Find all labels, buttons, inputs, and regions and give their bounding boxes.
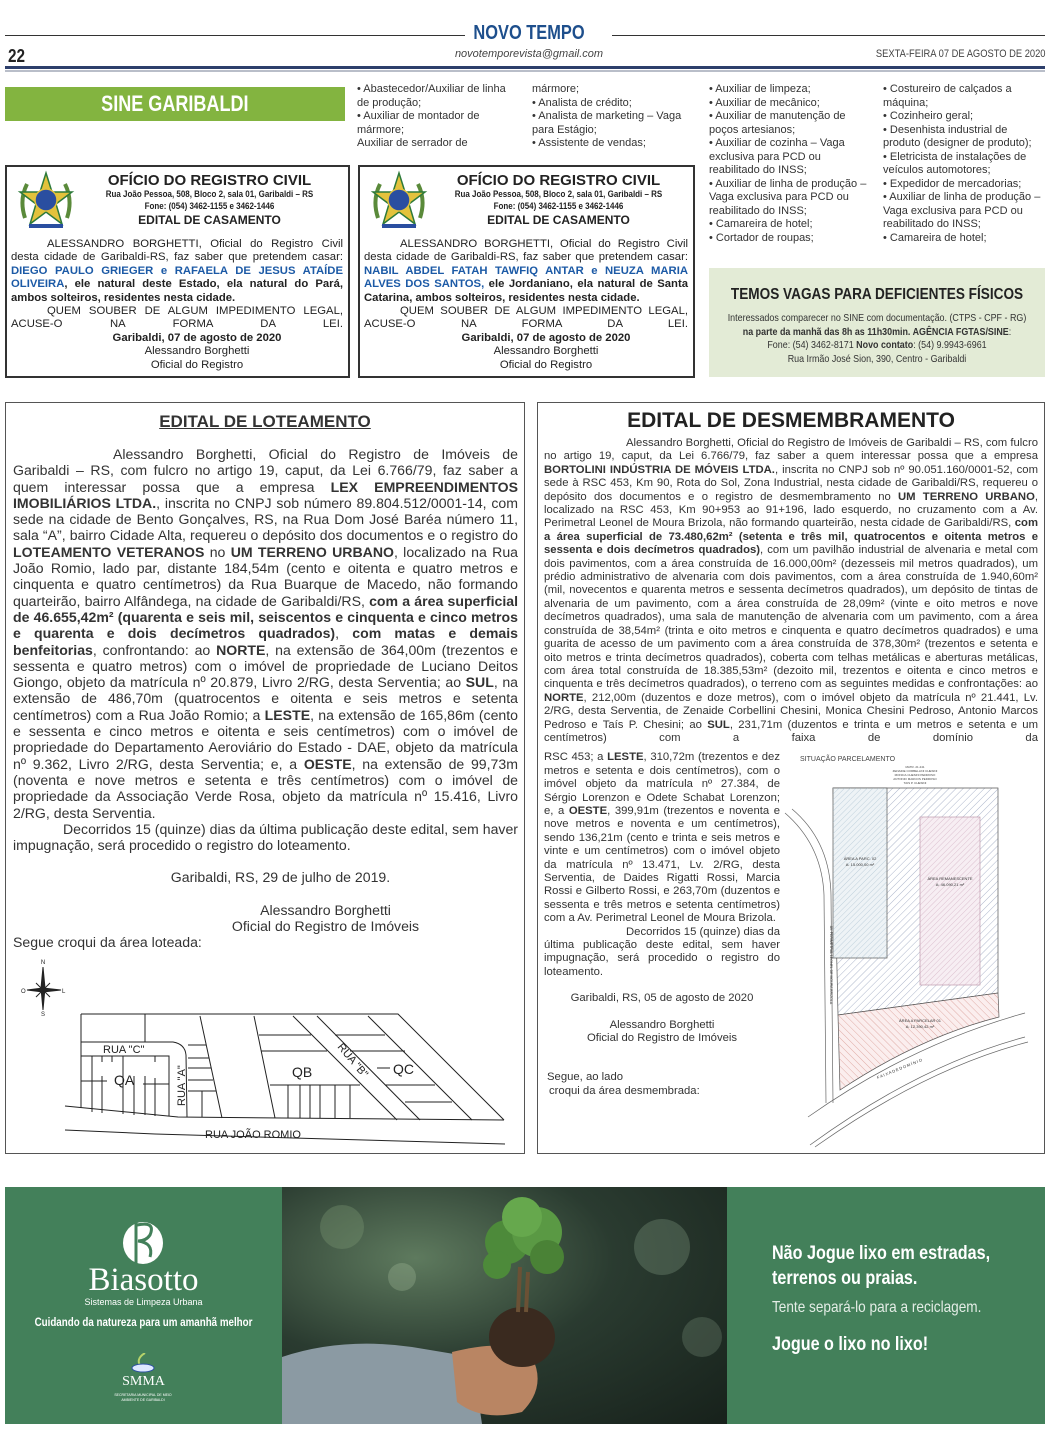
registry-warning: QUEM SOUBER DE ALGUM IMPEDIMENTO LEGAL, ACUSE-O NA FORMA DA LEI. bbox=[11, 305, 343, 331]
text-run-bold: SUL bbox=[707, 718, 730, 731]
couple-names: DIEGO PAULO GRIEGER e RAFAELA DE JESUS ATAÍDE OLIVEIRA bbox=[11, 264, 343, 291]
registry-signer: Alessandro Borghetti bbox=[493, 345, 599, 358]
registry-body: ALESSANDRO BORGHETTI, Oficial do Registro Civil desta cidade de Garibaldi-RS, faz saber que pretendem casar: DIEGO PAULO GRIEGER e RAFAELA DE JESUS ATAÍDE OLIVEIRA, ele natural deste Estado, ela natural do Pará, ambos solteiros, residentes nesta cidade. QUEM SOUBER DE ALGUM IMPEDIMENTO LEGAL, ACUSE-O NA FORMA DA LEI. Garibaldi, 07 de agosto de 2020 Alessandro Borghetti Oficial do Registro bbox=[11, 238, 343, 371]
text-run-bold: LOTEAMENTO VETERANOS bbox=[13, 543, 205, 560]
label-area-parcelar-01: ÁREA A PARCELAR 01 bbox=[899, 1018, 941, 1023]
registry-body: ALESSANDRO BORGHETTI, Oficial do Registro Civil desta cidade de Garibaldi-RS, faz saber que pretendem casar: NABIL ABDEL FATAH TAWFIQ ANTAR e NEUZA MARIA ALVES DOS SANTOS, ele Jordaniano, ela natural de Santa Catarina, ambos solteiros, residentes nesta cidade. QUEM SOUBER DE ALGUM IMPEDIMENTO LEGAL, ACUSE-O NA FORMA DA LEI. Garibaldi, 07 de agosto de 2020 Alessandro Borghetti Oficial do Registro bbox=[364, 238, 688, 371]
plan-owners bbox=[893, 765, 938, 785]
text-run: , inscrita no CNPJ sob nº 90.051.160/0001-52, com sede à RSC 453, Km 90, Rota do Sol, Zona Industrial, nesta cidade de Garibaldi/RS, requereu o depósito dos documentos e o registro de desmembramento no bbox=[544, 463, 1038, 503]
text-run: RSC 453; a bbox=[544, 751, 608, 764]
svg-text:S: S bbox=[40, 1012, 46, 1018]
job-item: • Cozinheiro geral; bbox=[883, 110, 974, 122]
svg-text:MATR. 21.441: MATR. 21.441 bbox=[905, 765, 925, 769]
job-item: • Analista de crédito; bbox=[532, 96, 632, 109]
ad-line-4: Jogue o lixo no lixo! bbox=[772, 1334, 929, 1355]
text-run-bold: LESTE bbox=[607, 751, 644, 764]
ad-brand-subtitle: Sistemas de Limpeza Urbana bbox=[84, 1297, 203, 1307]
registry-phone: Fone: (054) 3462-1155 e 3462-1446 bbox=[144, 201, 275, 211]
desmembramento-role: Oficial do Registro de Imóveis bbox=[586, 1032, 738, 1045]
svg-text:ZENAIDE CORBELLINI CHESINI: ZENAIDE CORBELLINI CHESINI bbox=[892, 769, 938, 773]
text-run-bold: OESTE bbox=[303, 755, 352, 772]
vacancies-title: TEMOS VAGAS PARA DEFICIENTES FÍSICOS bbox=[730, 286, 1024, 303]
job-item: • Abastecedor/Auxiliar de linha de produção; bbox=[357, 83, 506, 109]
text-run: , bbox=[335, 625, 353, 642]
registry-warning: QUEM SOUBER DE ALGUM IMPEDIMENTO LEGAL, ACUSE-O NA FORMA DA LEI. bbox=[364, 305, 688, 331]
job-item: • Auxiliar de cozinha – Vaga exclusiva para PCD ou reabilitado do INSS; bbox=[709, 137, 845, 176]
label-rua-c: RUA "C" bbox=[103, 1044, 145, 1056]
text-run-bold: com matas e demais benfeitorias bbox=[13, 625, 518, 658]
job-list-col-3 bbox=[709, 83, 872, 245]
ad-brand-name: Biasotto bbox=[88, 1262, 199, 1298]
plan-area-parc-02 bbox=[833, 788, 887, 958]
desmembramento-title: EDITAL DE DESMEMBRAMENTO bbox=[627, 409, 955, 432]
text-run: , 399,91m (trezentos e noventa e nove metros e noventa e um centímetros), sendo 136,21m (cento e trinta e seis metros e vinte e um centímetros) com o imóvel objeto da matrícula nº 13.471, Lv. 2/RG, desta Serventia, de Daides Rigatti Rossi, Marcia Rossi e Gilberto Rossi, e 263,70m (duzentos e sessenta e três metros e setenta centímetros) com a Av. Perimetral Leonel de Moura Brizola. bbox=[544, 804, 781, 925]
couple-names: NABIL ABDEL FATAH TAWFIQ ANTAR e NEUZA MARIA ALVES DOS SANTOS, bbox=[364, 264, 688, 291]
registry-title: OFÍCIO DO REGISTRO CIVIL bbox=[456, 172, 661, 189]
text-run-bold: UM TERRENO URBANO bbox=[230, 543, 394, 560]
plan-avenue-lines bbox=[785, 809, 833, 1103]
desmembramento-site-plan bbox=[780, 745, 1042, 1150]
text-run-bold: NORTE bbox=[216, 641, 266, 658]
desmembramento-signer: Alessandro Borghetti bbox=[609, 1018, 715, 1031]
text-run: , na extensão de 99,73m (noventa e nove metros e setenta e três centímetros) com o imóvel de propriedade da Associação Verde Rosa, objeto da matrícula nº 15.416, Livro 2/RG, desta Serventia. bbox=[13, 755, 518, 821]
text-run: no bbox=[204, 543, 231, 560]
registry-phone: Fone: (054) 3462-1155 e 3462-1446 bbox=[493, 201, 624, 211]
label-rua-joao-romio: RUA JOÃO ROMIO bbox=[205, 1129, 301, 1141]
job-item: • Auxiliar de linha de produção – Vaga exclusiva para PCD ou reabilitado do INSS; bbox=[883, 191, 1041, 230]
brazil-coat-of-arms-icon bbox=[17, 170, 75, 234]
desmembramento-paragraph-1 bbox=[544, 437, 1038, 745]
text-run: , na extensão de 364,00m (trezentos e sessenta e quatro metros) com o imóvel de propriedade de Luciano Deitos Giongo, objeto da matrícula nº 20.879, Livro 2/RG, desta Serventia; ao bbox=[13, 641, 518, 691]
vacancies-hours: na parte da manhã das 8h as 11h30min. AGÊNCIA FGTAS/SINE : bbox=[742, 325, 1012, 338]
registry-address-block bbox=[445, 188, 673, 212]
registry-address-block bbox=[92, 188, 327, 212]
page-number: 22 bbox=[8, 46, 26, 66]
text-run: Alessandro Borghetti, Oficial do Registro de Imóveis de Garibaldi – RS, com fulcro no artigo 19, caput, da Lei 6.766/79, faz saber a quem interessar possa que a empresa bbox=[13, 446, 518, 495]
ad-line-3: Tente separá-lo para a reciclagem. bbox=[772, 1299, 982, 1316]
text-run: Alessandro Borghetti, Oficial do Registro de Imóveis de Garibaldi – RS, com fulcro no artigo 19, caput, da Lei 6.766/79, faz saber a quem interessar possa que a empresa bbox=[544, 437, 1038, 463]
masthead: NOVO TEMPO bbox=[473, 22, 585, 44]
loteamento-signer: Alessandro Borghetti bbox=[260, 901, 391, 918]
header-divider bbox=[5, 66, 1045, 69]
label-qc: QC bbox=[393, 1061, 414, 1077]
job-item: • Auxiliar de manutenção de poços artesianos; bbox=[709, 110, 846, 136]
vacancies-address: Rua Irmão José Sion, 390, Centro - Garibaldi bbox=[787, 352, 967, 365]
text-run: , com um pavilhão industrial de alvenaria e metal com dois pavimentos, com a área construída de 16.000,00m² (dezesseis mil metros quadrados), um prédio administrativo de alvenaria com dois pavimentos, com a área construída de 1.940,60m² (mil, novecentos e quarenta metros e sessenta decímetros quadrados), um depósito de tintas de alvenaria de um pavimento, com a área construída de 28,09m² (vinte e oito metros e nove decímetros quadrados), uma sala de manutenção de alvenaria com um pavimento, com a área construída de 38,54m² (trinta e oito metros e cinquenta e quatro decímetros quadrados) e uma guarita de acesso de um pavimento com a área construída de 378,30m² (trezentos e setenta e oito metros e trinta decímetros quadrados), coberta com telhas metálicas e aberturas metálicas, com área total construída de 18.385,53m² (dezoito mil, trezentos e oitenta e cinco metros e cinquenta e três decímetros quadrados), o terreno com as seguintes medidas e confrontações: ao bbox=[544, 544, 1039, 691]
desmembramento-column bbox=[544, 751, 780, 1098]
registry-subtitle: EDITAL DE CASAMENTO bbox=[138, 213, 281, 227]
job-item: • Auxiliar de montador de mármore; bbox=[357, 110, 480, 136]
svg-text:O: O bbox=[21, 989, 26, 995]
registry-role: Oficial do Registro bbox=[150, 358, 244, 371]
label-area-parc-02-value: A: 15.000,00 m² bbox=[845, 862, 875, 867]
text-run: , localizado na Rua João Romio, lado par, distante 184,54m (cento e oitenta e quatro metros e cinquenta e quatro centímetros) da Rua Buarque de Macedo, não formando quarteirão, bairro Alfândega, na cidade de Garibaldi/RS, bbox=[13, 543, 518, 609]
plan-area-remanescente bbox=[920, 817, 980, 985]
loteamento-date: Garibaldi, RS, 29 de julho de 2019. bbox=[170, 869, 391, 886]
label-rua-a: RUA "A" bbox=[176, 1065, 188, 1106]
issue-date: SEXTA-FEIRA 07 DE AGOSTO DE 2020 bbox=[876, 48, 1046, 60]
text-run: , inscrita no CNPJ sob número 89.804.512/0001-14, com sede na cidade de Bento Gonçalves, RS, na Rua Dom José Baréa número 11, sala “A”, bairro Cidade Alta, requereu o depósito dos documentos e o registro do bbox=[13, 494, 518, 544]
job-list-col-4 bbox=[883, 83, 1046, 245]
ad-slogan: Cuidando da natureza para um amanhã melhor bbox=[34, 1317, 253, 1329]
label-qb: QB bbox=[292, 1064, 313, 1080]
label-area-parc-02: ÁREA A PARC. 02 bbox=[843, 856, 877, 861]
text-run-bold: SUL bbox=[465, 674, 494, 691]
text-run-bold: BORTOLINI INDÚSTRIA DE MÓVEIS LTDA. bbox=[544, 463, 775, 476]
biasotto-advertisement[interactable] bbox=[5, 1187, 1045, 1424]
smma-leaf-icon bbox=[129, 1353, 157, 1373]
tree-in-hands-illustration bbox=[282, 1187, 727, 1424]
registry-signer: Alessandro Borghetti bbox=[144, 345, 250, 358]
ad-smma: SMMA bbox=[122, 1374, 165, 1389]
label-area-parcelar-01-value: A: 12.390,42 m² bbox=[905, 1024, 935, 1029]
text-run-bold: com a área superficial de 73.480,62m² (setenta e três mil, quatrocentos e oitenta metros e sessenta e dois decímetros quadrados) bbox=[544, 517, 1038, 557]
ad-smma-subtitle: SECRETARIA MUNICIPAL DE MEIO AMBIENTE DE GARIBALDI bbox=[114, 1393, 172, 1402]
job-item: • Expedidor de mercadorias; bbox=[883, 177, 1022, 190]
job-item: • Assistente de vendas; bbox=[532, 137, 646, 149]
contact-email[interactable]: novotemporevista@gmail.com bbox=[454, 48, 604, 60]
registry-title: OFÍCIO DO REGISTRO CIVIL bbox=[107, 172, 312, 189]
biasotto-logo-icon bbox=[120, 1215, 166, 1265]
text-run: , 212,00m (duzentos e doze metros), com o imóvel objeto da matrícula nº 21.441, Lv. 2/RG, desta Serventia, de Zenaide Corbellini Chesini, Monica Chesini Pedroso, Antonio Marcos Pedroso e Taís P. Chesini; ao bbox=[544, 691, 1038, 731]
svg-text:MONICA CHESINI PEDROSO: MONICA CHESINI PEDROSO bbox=[894, 773, 936, 777]
ad-message bbox=[772, 1241, 1029, 1357]
desmembramento-caption-1: Segue, ao lado bbox=[547, 1071, 624, 1084]
ad-brand-panel bbox=[5, 1187, 282, 1424]
ad-line-1: Não Jogue lixo em estradas, bbox=[772, 1243, 991, 1264]
text-run-bold: LESTE bbox=[264, 706, 311, 723]
job-item: • Camareira de hotel; bbox=[709, 218, 813, 230]
job-item: • Eletricista de instalações de veículos automotores; bbox=[883, 150, 1027, 176]
job-list-col-2 bbox=[532, 83, 695, 151]
registry-date: Garibaldi, 07 de agosto de 2020 bbox=[112, 331, 282, 344]
label-rua-b: RUA "B" bbox=[334, 1041, 371, 1081]
job-item: mármore; bbox=[532, 83, 580, 95]
loteamento-croqui-caption: Segue croqui da área loteada: bbox=[13, 934, 202, 951]
brazil-coat-of-arms-icon bbox=[370, 170, 428, 234]
sine-section-title: SINE GARIBALDI bbox=[5, 87, 345, 121]
job-item: • Camareira de hotel; bbox=[883, 231, 987, 244]
label-area-remanescente-value: A: 46.090,21 m² bbox=[935, 882, 965, 887]
text-run: , 310,72m (trezentos e dez metros e setenta e dois centímetros), com o imóvel objeto da matrícula nº 27.384, de Sérgio Lorenzon e Odete Schabat Lorenzon; e, a bbox=[544, 751, 780, 817]
desmembramento-paragraph-1-cont bbox=[544, 751, 780, 925]
job-item: Auxiliar de serrador de bbox=[357, 137, 468, 149]
text-run-bold: OESTE bbox=[568, 804, 608, 817]
registry-address: Rua João Pessoa, 508, Bloco 2, sala 01, Garibaldi – RS bbox=[454, 189, 663, 199]
label-faixa-dominio: F A I X A D E D O M Í N I O bbox=[876, 1057, 923, 1080]
job-item: • Auxiliar de mecânico; bbox=[709, 96, 820, 109]
text-run: , 231,71m (duzentos e trinta e um metros e setenta e um centímetros) com a faixa de domínio da bbox=[544, 718, 1038, 744]
registry-address: Rua João Pessoa, 508, Bloco 2, sala 01, Garibaldi – RS bbox=[105, 189, 314, 199]
svg-text:TAIS P. CHESINI: TAIS P. CHESINI bbox=[903, 781, 927, 785]
desmembramento-date: Garibaldi, RS, 05 de agosto de 2020 bbox=[570, 992, 754, 1005]
job-item: • Cortador de roupas; bbox=[709, 231, 814, 244]
desmembramento-paragraph-2: Decorridos 15 (quinze) dias da última publicação deste edital, sem haver impugnação, será procedido o registro do loteamento. bbox=[544, 925, 780, 978]
loteamento-body bbox=[13, 446, 518, 951]
loteamento-title: EDITAL DE LOTEAMENTO bbox=[159, 412, 371, 431]
label-avenue: AV. PERIMETRAL LEONEL DE MOURA BRIZOLA bbox=[829, 925, 833, 1005]
text-run-bold: LEX EMPREENDIMENTOS IMOBILIÁRIOS LTDA. bbox=[13, 478, 518, 511]
job-item: • Auxiliar de limpeza; bbox=[709, 83, 811, 95]
text-run: , confrontando: ao bbox=[92, 641, 217, 658]
job-item: • Costureiro de calçados a máquina; bbox=[883, 83, 1012, 109]
loteamento-role: Oficial do Registro de Imóveis bbox=[231, 918, 420, 935]
text-run-bold: UM TERRENO URBANO bbox=[898, 490, 1035, 503]
text-run: , na extensão de 165,86m (cento e sessenta e cinco metros e oitenta e seis centímetros) com o imóvel de propriedade do Departamento Aeroviário do Estado - DAE, objeto da matrícula nº 9.362, Livro 2/RG, desta Serventia; e, a bbox=[13, 706, 518, 772]
registro-civil-notice-2 bbox=[358, 165, 695, 378]
vacancies-phone: Fone: (54) 3462-8171 Novo contato : (54) 9.9943-6961 bbox=[767, 339, 987, 351]
loteamento-croqui-map bbox=[5, 940, 525, 1155]
vacancies-box bbox=[709, 268, 1045, 377]
job-item: • Auxiliar de linha de produção – Vaga exclusiva para PCD ou reabilitado do INSS; bbox=[709, 177, 867, 217]
ad-line-2: terrenos ou praias. bbox=[772, 1268, 918, 1289]
text-run: , localizado na RSC 453, Km 90+953 ao 91+196, lado esquerdo, no cruzamento com a Av. Perimetral Leonel de Moura Brizola, não formando quarteirão, nesta cidade de Garibaldi/RS, bbox=[544, 490, 1038, 530]
svg-text:ANTONIO MARCOS PEDROSO: ANTONIO MARCOS PEDROSO bbox=[893, 777, 937, 781]
text-run-bold: NORTE bbox=[544, 691, 584, 704]
text-run: , na extensão de 486,70m (quatrocentos e oitenta e seis metros e setenta centímetros) com a Rua João Romio; a bbox=[13, 674, 518, 723]
loteamento-paragraph-2: Decorridos 15 (quinze) dias da última publicação deste edital, sem haver impugnação, será procedido o registro do loteamento. bbox=[13, 820, 518, 854]
text-run-bold: com a área superficial de 46.655,42m² (quarenta e seis mil, seiscentos e cinquenta e cinco metros e quarenta e dois decímetros quadrados) bbox=[13, 592, 518, 642]
svg-text:L: L bbox=[62, 989, 66, 995]
registro-civil-notice-1 bbox=[5, 165, 350, 378]
registry-date: Garibaldi, 07 de agosto de 2020 bbox=[461, 331, 631, 344]
vacancies-docs: Interessados comparecer no SINE com documentação. (CTPS - CPF - RG) bbox=[727, 312, 1027, 324]
compass-rose-icon bbox=[21, 960, 66, 1018]
ad-photo-tree-in-hands bbox=[282, 1187, 727, 1424]
label-area-remanescente: ÁREA REMANESCENTE bbox=[927, 876, 973, 881]
job-list-col-1 bbox=[357, 83, 520, 151]
job-item: • Analista de marketing – Vaga para Estágio; bbox=[532, 110, 682, 136]
label-qa: QA bbox=[114, 1072, 135, 1088]
plan-title: SITUAÇÃO PARCELAMENTO bbox=[800, 756, 896, 763]
svg-text:N: N bbox=[40, 960, 46, 966]
job-item: • Desenhista industrial de produto (designer de produto); bbox=[883, 123, 1032, 149]
header-divider-light bbox=[5, 70, 1045, 72]
registry-role: Oficial do Registro bbox=[499, 358, 593, 371]
desmembramento-caption-2: croqui da área desmembrada: bbox=[549, 1084, 700, 1097]
registry-subtitle: EDITAL DE CASAMENTO bbox=[487, 213, 630, 227]
loteamento-paragraph-1 bbox=[13, 446, 518, 821]
